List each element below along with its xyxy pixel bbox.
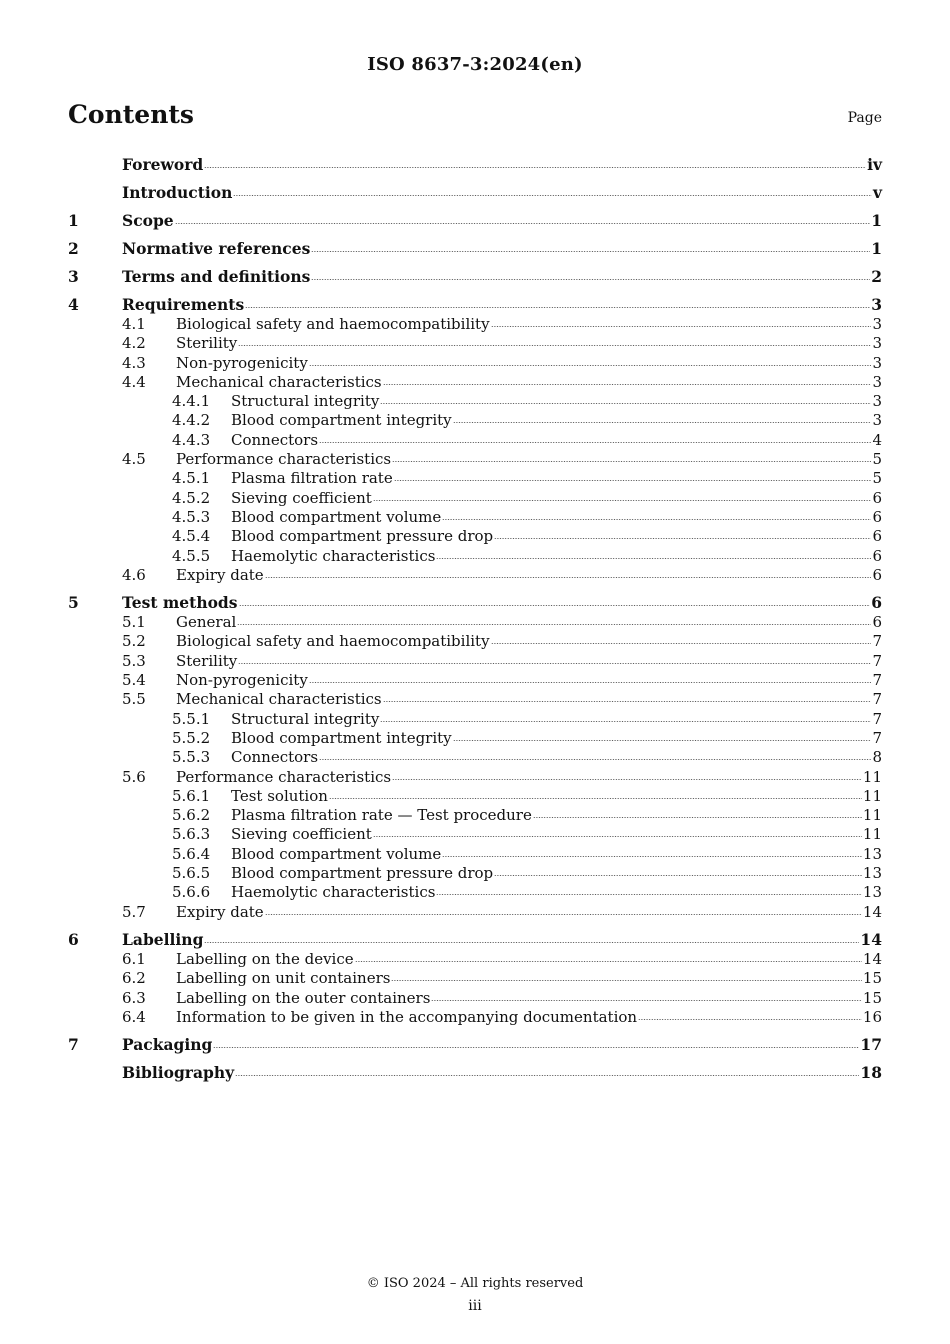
toc-entry-page: 6 (872, 613, 882, 632)
toc-entry-number: 5.6.2 (172, 806, 211, 825)
toc-entry[interactable] (68, 593, 882, 613)
dot-leader (309, 677, 872, 685)
toc-entry-title: Haemolytic characteristics (231, 883, 436, 902)
table-of-contents (68, 155, 882, 1083)
toc-entry-number: 6.2 (122, 969, 146, 988)
toc-entry[interactable] (68, 864, 882, 883)
toc-entry-number: 4.5.4 (172, 527, 211, 546)
dot-leader (213, 1042, 859, 1050)
toc-entry[interactable] (68, 710, 882, 729)
dot-leader (237, 619, 871, 627)
dot-leader (265, 572, 872, 580)
toc-entry-title: Foreword (122, 155, 204, 174)
toc-entry[interactable] (68, 1035, 882, 1055)
toc-entry-title: Sterility (176, 334, 238, 353)
toc-entry-title: Introduction (122, 183, 233, 202)
toc-entry-number: 5.5.3 (172, 748, 211, 767)
dot-leader (436, 889, 861, 897)
toc-entry[interactable] (68, 748, 882, 767)
toc-entry-page: 16 (862, 1007, 882, 1026)
toc-entry-title: Biological safety and haemocompatibility (176, 632, 490, 651)
toc-entry-title: Bibliography (122, 1063, 235, 1083)
toc-entry-number: 5.2 (122, 632, 146, 651)
toc-entry-page: 6 (872, 546, 882, 565)
toc-entry-page: 7 (872, 671, 882, 690)
toc-entry[interactable] (68, 903, 882, 922)
toc-entry[interactable] (68, 613, 882, 632)
toc-entry-page: 3 (872, 315, 882, 333)
dot-leader (204, 937, 859, 945)
toc-entry-number: 5.5.2 (172, 728, 211, 747)
toc-entry-page: 6 (872, 488, 882, 507)
toc-entry-number: 4 (68, 295, 79, 314)
dot-leader (392, 774, 862, 782)
toc-entry-title: Structural integrity (231, 392, 380, 411)
toc-entry[interactable] (68, 469, 882, 488)
toc-entry-page: 11 (862, 806, 882, 825)
dot-leader (442, 851, 862, 859)
toc-entry-title: Connectors (231, 430, 319, 449)
toc-entry-title: Performance characteristics (176, 450, 392, 469)
toc-entry-title: Blood compartment pressure drop (231, 527, 494, 546)
toc-entry-title: Labelling on unit containers (176, 969, 391, 988)
toc-entry-page: 11 (862, 786, 882, 805)
toc-entry-page: 6 (871, 593, 882, 613)
dot-leader (494, 533, 871, 541)
toc-entry-page: 7 (872, 690, 882, 709)
dot-leader (453, 735, 872, 743)
dot-leader (238, 658, 871, 666)
toc-entry[interactable] (68, 989, 882, 1008)
toc-entry-page: 2 (871, 267, 882, 286)
toc-entry-title: Packaging (122, 1035, 213, 1055)
toc-entry-page: 3 (872, 411, 882, 430)
toc-entry-page: 7 (872, 709, 882, 728)
dot-leader (638, 1014, 862, 1022)
toc-entry-page: 6 (872, 565, 882, 584)
toc-entry[interactable] (68, 373, 882, 392)
toc-entry-title: Terms and definitions (122, 267, 311, 286)
toc-entry-title: Biological safety and haemocompatibility (176, 315, 490, 333)
toc-entry-page: 6 (872, 527, 882, 546)
toc-entry-number: 5.6.3 (172, 825, 211, 844)
toc-entry-title: Haemolytic characteristics (231, 546, 436, 565)
toc-entry-number: 4.5 (122, 450, 146, 469)
toc-entry-page: 3 (872, 334, 882, 353)
toc-entry[interactable] (68, 411, 882, 430)
toc-entry-number: 5.6.4 (172, 844, 211, 863)
toc-entry-page: 1 (871, 239, 882, 258)
toc-entry-title: Plasma filtration rate (231, 469, 393, 488)
dot-leader (494, 870, 862, 878)
dot-leader (453, 417, 872, 425)
toc-entry-title: Expiry date (176, 902, 264, 921)
toc-entry[interactable] (68, 450, 882, 469)
toc-entry-title: General (176, 613, 237, 632)
dot-leader (373, 495, 872, 503)
toc-entry-number: 4.5.1 (172, 469, 211, 488)
copyright-notice: © ISO 2024 – All rights reserved (366, 1276, 584, 1291)
toc-entry-number: 5.5 (122, 690, 146, 709)
dot-leader (235, 1070, 859, 1078)
toc-entry-page: 13 (862, 864, 882, 883)
toc-entry-page: 6 (872, 507, 882, 526)
toc-entry[interactable] (68, 845, 882, 864)
dot-leader (204, 162, 866, 170)
toc-entry[interactable] (68, 354, 882, 373)
toc-entry-number: 5.6.1 (172, 786, 211, 805)
toc-entry-title: Scope (122, 211, 174, 230)
toc-entry[interactable] (68, 950, 882, 969)
toc-entry-number: 5.7 (122, 902, 146, 921)
toc-entry-title: Blood compartment pressure drop (231, 864, 494, 883)
toc-entry[interactable] (68, 1063, 882, 1083)
toc-entry-number: 1 (68, 211, 79, 230)
toc-entry-title: Labelling (122, 929, 204, 949)
toc-entry-number: 4.2 (122, 334, 146, 353)
toc-entry-page: 3 (872, 353, 882, 372)
toc-entry-title: Blood compartment volume (231, 507, 442, 526)
toc-entry-title: Non-pyrogenicity (176, 671, 308, 690)
toc-entry[interactable] (68, 1008, 882, 1027)
toc-entry[interactable] (68, 652, 882, 671)
toc-entry[interactable] (68, 883, 882, 902)
toc-entry-title: Labelling on the device (176, 949, 354, 968)
toc-entry-page: 11 (862, 767, 882, 786)
toc-entry-page: 5 (872, 469, 882, 488)
toc-entry-number: 5.3 (122, 651, 146, 670)
toc-entry[interactable] (68, 334, 882, 353)
toc-entry-title: Requirements (122, 295, 245, 314)
toc-entry-number: 3 (68, 267, 79, 286)
document-id: ISO 8637-3:2024(en) (367, 54, 583, 75)
dot-leader (491, 638, 872, 646)
toc-entry[interactable] (68, 508, 882, 527)
toc-entry-page: 8 (872, 748, 882, 767)
toc-entry-title: Sieving coefficient (231, 488, 372, 507)
toc-entry[interactable] (68, 632, 882, 651)
toc-entry[interactable] (68, 547, 882, 566)
toc-entry-page: 3 (872, 392, 882, 411)
dot-leader (380, 398, 871, 406)
toc-entry-page: 7 (872, 632, 882, 651)
toc-entry-number: 4.5.2 (172, 488, 211, 507)
toc-entry-title: Sieving coefficient (231, 825, 372, 844)
toc-entry[interactable] (68, 489, 882, 508)
toc-entry-page: v (872, 183, 882, 202)
toc-entry-title: Non-pyrogenicity (176, 353, 308, 372)
dot-leader (245, 302, 870, 310)
toc-entry-page: 7 (872, 728, 882, 747)
toc-entry-number: 4.4.1 (172, 392, 211, 411)
toc-entry-page: iv (867, 155, 882, 174)
dot-leader (175, 218, 871, 226)
toc-entry-page: 3 (871, 295, 882, 314)
dot-leader (373, 831, 862, 839)
toc-entry-page: 1 (871, 211, 882, 230)
toc-entry[interactable] (68, 768, 882, 787)
dot-leader (394, 475, 872, 483)
toc-entry-number: 5 (68, 593, 79, 613)
toc-entry[interactable] (68, 729, 882, 748)
toc-entry-number: 4.5.5 (172, 546, 211, 565)
toc-entry-title: Structural integrity (231, 709, 380, 728)
toc-entry[interactable] (68, 969, 882, 988)
toc-entry[interactable] (68, 787, 882, 806)
toc-entry[interactable] (68, 671, 882, 690)
toc-entry-title: Test methods (122, 593, 238, 613)
toc-entry-number: 6.4 (122, 1007, 146, 1026)
dot-leader (238, 340, 871, 348)
dot-leader (533, 812, 862, 820)
dot-leader (442, 514, 871, 522)
toc-entry[interactable] (68, 392, 882, 411)
toc-entry[interactable] (68, 155, 882, 175)
toc-entry-number: 4.5.3 (172, 507, 211, 526)
toc-entry-page: 13 (862, 844, 882, 863)
toc-entry-number: 6.3 (122, 988, 146, 1007)
toc-entry-number: 5.6.5 (172, 864, 211, 883)
toc-entry-page: 13 (862, 883, 882, 902)
toc-entry-title: Plasma filtration rate — Test procedure (231, 806, 532, 825)
dot-leader (380, 716, 871, 724)
toc-entry-number: 4.6 (122, 565, 146, 584)
toc-entry-number: 5.6 (122, 767, 146, 786)
toc-entry-title: Blood compartment integrity (231, 411, 452, 430)
toc-entry[interactable] (68, 566, 882, 585)
toc-entry-number: 5.5.1 (172, 709, 211, 728)
toc-entry-number: 2 (68, 239, 79, 258)
toc-entry-page: 5 (872, 450, 882, 469)
dot-leader (392, 456, 871, 464)
toc-entry-page: 15 (862, 969, 882, 988)
toc-entry[interactable] (68, 239, 882, 259)
toc-entry-title: Connectors (231, 748, 319, 767)
toc-entry[interactable] (68, 315, 882, 334)
toc-entry[interactable] (68, 295, 882, 315)
toc-entry-page: 14 (860, 929, 882, 949)
toc-entry-number: 4.3 (122, 353, 146, 372)
toc-entry-page: 14 (862, 902, 882, 921)
toc-entry[interactable] (68, 267, 882, 287)
page-column-label: Page (847, 110, 882, 126)
toc-entry-title: Mechanical characteristics (176, 372, 382, 391)
toc-entry-number: 4.4 (122, 372, 146, 391)
dot-leader (329, 793, 862, 801)
toc-entry[interactable] (68, 806, 882, 825)
toc-entry-number: 5.4 (122, 671, 146, 690)
toc-entry-title: Performance characteristics (176, 767, 392, 786)
dot-leader (383, 696, 872, 704)
toc-entry-page: 18 (860, 1063, 882, 1083)
toc-entry-page: 7 (872, 651, 882, 670)
dot-leader (311, 246, 870, 254)
toc-entry-page: 14 (862, 949, 882, 968)
dot-leader (431, 995, 862, 1003)
toc-entry-title: Sterility (176, 651, 238, 670)
toc-entry-number: 4.4.3 (172, 430, 211, 449)
dot-leader (319, 754, 871, 762)
toc-entry-page: 3 (872, 372, 882, 391)
toc-entry-title: Normative references (122, 239, 311, 258)
dot-leader (436, 553, 871, 561)
toc-entry-title: Test solution (231, 786, 328, 805)
toc-entry[interactable] (68, 431, 882, 450)
toc-entry[interactable] (68, 825, 882, 844)
toc-entry[interactable] (68, 690, 882, 709)
toc-entry-page: 4 (872, 430, 882, 449)
dot-leader (309, 360, 872, 368)
dot-leader (233, 190, 872, 198)
toc-entry-number: 6 (68, 929, 79, 949)
toc-entry-page: 11 (862, 825, 882, 844)
page-number: iii (468, 1298, 482, 1314)
dot-leader (319, 437, 871, 445)
toc-entry-number: 4.1 (122, 315, 146, 333)
toc-entry-number: 7 (68, 1035, 79, 1055)
toc-entry[interactable] (68, 183, 882, 203)
toc-entry-number: 4.4.2 (172, 411, 211, 430)
dot-leader (391, 975, 861, 983)
toc-entry-page: 15 (862, 988, 882, 1007)
toc-entry[interactable] (68, 930, 882, 950)
toc-entry-title: Information to be given in the accompanying documentation (176, 1007, 638, 1026)
dot-leader (355, 956, 862, 964)
toc-entry-title: Blood compartment volume (231, 844, 442, 863)
toc-entry-page: 17 (860, 1035, 882, 1055)
toc-entry[interactable] (68, 211, 882, 231)
contents-heading: Contents (68, 100, 195, 129)
dot-leader (491, 321, 872, 329)
dot-leader (383, 379, 872, 387)
dot-leader (311, 274, 870, 282)
toc-entry-number: 5.6.6 (172, 883, 211, 902)
toc-entry-number: 6.1 (122, 949, 146, 968)
toc-entry[interactable] (68, 527, 882, 546)
dot-leader (239, 600, 871, 608)
toc-entry-title: Mechanical characteristics (176, 690, 382, 709)
dot-leader (265, 909, 862, 917)
toc-entry-title: Expiry date (176, 565, 264, 584)
toc-entry-title: Blood compartment integrity (231, 728, 452, 747)
toc-entry-title: Labelling on the outer containers (176, 988, 431, 1007)
toc-entry-number: 5.1 (122, 613, 146, 632)
